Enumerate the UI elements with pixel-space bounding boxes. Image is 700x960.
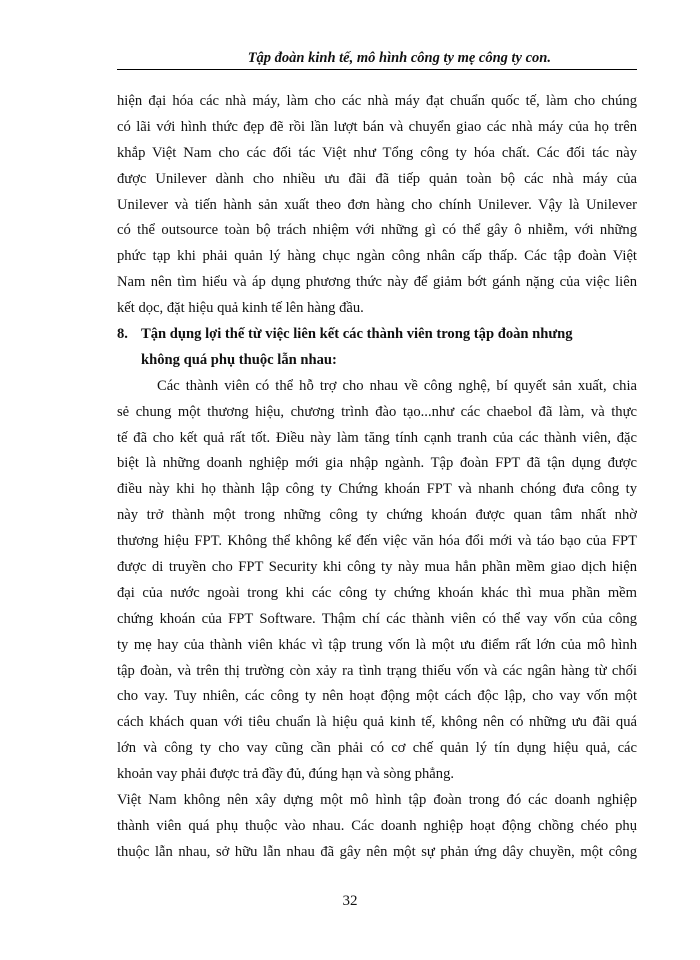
text-line: kết dọc, đặt hiệu quả kinh tế lên hàng đầu. xyxy=(117,300,364,317)
text-line: khắp Việt Nam cho các đối tác Việt như Tổng công ty hóa chất. Các đối tác này xyxy=(117,144,637,161)
section-heading xyxy=(117,322,637,374)
running-header xyxy=(117,50,637,70)
text-line: Nam nên tìm hiểu và áp dụng phương thức này để giảm bớt gánh nặng của việc liên xyxy=(117,274,637,291)
text-line: thuộc lẫn nhau, sở hữu lẫn nhau đã gây nên một sự phản ứng dây chuyền, một công xyxy=(117,843,637,860)
text-line: Unilever và tiến hành sản xuất theo đơn hàng cho chính Unilever. Vậy là Unilever xyxy=(117,196,637,213)
text-line: Việt Nam không nên xây dựng một mô hình tập đoàn trong đó các doanh nghiệp xyxy=(117,792,637,809)
text-line: điều này khi họ thành lập công ty Chứng khoán FPT và nhanh chóng đưa công ty xyxy=(117,481,637,498)
text-line: khoản vay phải được trả đầy đủ, đúng hạn và sòng phẳng. xyxy=(117,766,455,783)
text-line: cho vay. Tuy nhiên, các công ty nên hoạt động một cách độc lập, cho vay vốn một xyxy=(117,688,637,705)
header-title: Tập đoàn kinh tế, mô hình công ty mẹ công ty con. xyxy=(247,50,551,66)
text-line: có lãi với hình thức đẹp đẽ rồi lần lượt bán và chuyển giao các nhà máy của họ trên xyxy=(117,118,637,135)
text-line: được di truyền cho FPT Security khi công ty này mua hẳn phần mềm giao dịch hiện xyxy=(117,559,637,576)
paragraph-2 xyxy=(117,374,637,788)
text-line: đại của nước ngoài trong khi các công ty chứng khoán khác thì mua phần mềm xyxy=(117,584,637,601)
text-line: này trở thành một trong những công ty chứng khoán được quan tâm nhất nhờ xyxy=(117,507,637,524)
text-line: tập đoàn, và trên thị trường còn xảy ra tình trạng thiếu vốn và các ngân hàng từ chối xyxy=(117,662,637,679)
text-line: thành viên quá phụ thuộc vào nhau. Các doanh nghiệp hoạt động chồng chéo phụ xyxy=(117,817,637,834)
text-line: lớn và công ty cho vay cũng cần phải có cơ chế quản lý tín dụng hiệu quả, các xyxy=(117,740,637,757)
paragraph-1 xyxy=(117,89,637,322)
page-number: 32 xyxy=(342,893,358,909)
text-line: sẻ chung một thương hiệu, chương trình đào tạo...như các chaebol đã làm, và thực xyxy=(117,403,637,420)
paragraph-3 xyxy=(117,788,637,866)
text-line: cách khách quan với tiêu chuẩn là hiệu quả kinh tế, không nên có những ưu đãi quá xyxy=(117,714,637,731)
heading-line-2: không quá phụ thuộc lẫn nhau: xyxy=(141,351,337,368)
heading-number: 8. xyxy=(117,326,128,343)
text-line: chứng khoán của FPT Software. Thậm chí các thành viên có thể vay vốn của công xyxy=(117,610,637,627)
text-line: ty mẹ hay của thành viên khác vì tập trung vốn là một ưu điểm rất lớn của mô hình xyxy=(117,636,637,653)
text-line: tế đã cho kết quả rất tốt. Điều này làm tăng tính cạnh tranh của các thành viên, đặc xyxy=(117,429,637,446)
text-line: thương hiệu FPT. Không thể không kể đến việc văn hóa đổi mới và táo bạo của FPT xyxy=(117,533,637,550)
text-line: phức tạp khi phải quản lý hàng chục ngàn công nhân cấp thấp. Các tập đoàn Việt xyxy=(117,248,637,265)
text-line: Các thành viên có thể hỗ trợ cho nhau về công nghệ, bí quyết sản xuất, chia xyxy=(157,377,637,394)
text-line: được Unilever dành cho nhiều ưu đãi đã tiếp quản toàn bộ các nhà máy của xyxy=(117,170,637,187)
text-line: có thể outsource toàn bộ trách nhiệm với những gì có thể gây ô nhiễm, với những xyxy=(117,222,637,239)
text-line: biệt là những doanh nghiệp mới gia nhập ngành. Tập đoàn FPT đã tận dụng được xyxy=(117,455,637,472)
text-line: hiện đại hóa các nhà máy, làm cho các nhà máy đạt chuẩn quốc tế, làm cho chúng xyxy=(117,93,637,109)
heading-line-1: Tận dụng lợi thế từ việc liên kết các thành viên trong tập đoàn nhưng xyxy=(141,326,573,343)
page-body xyxy=(117,89,637,866)
